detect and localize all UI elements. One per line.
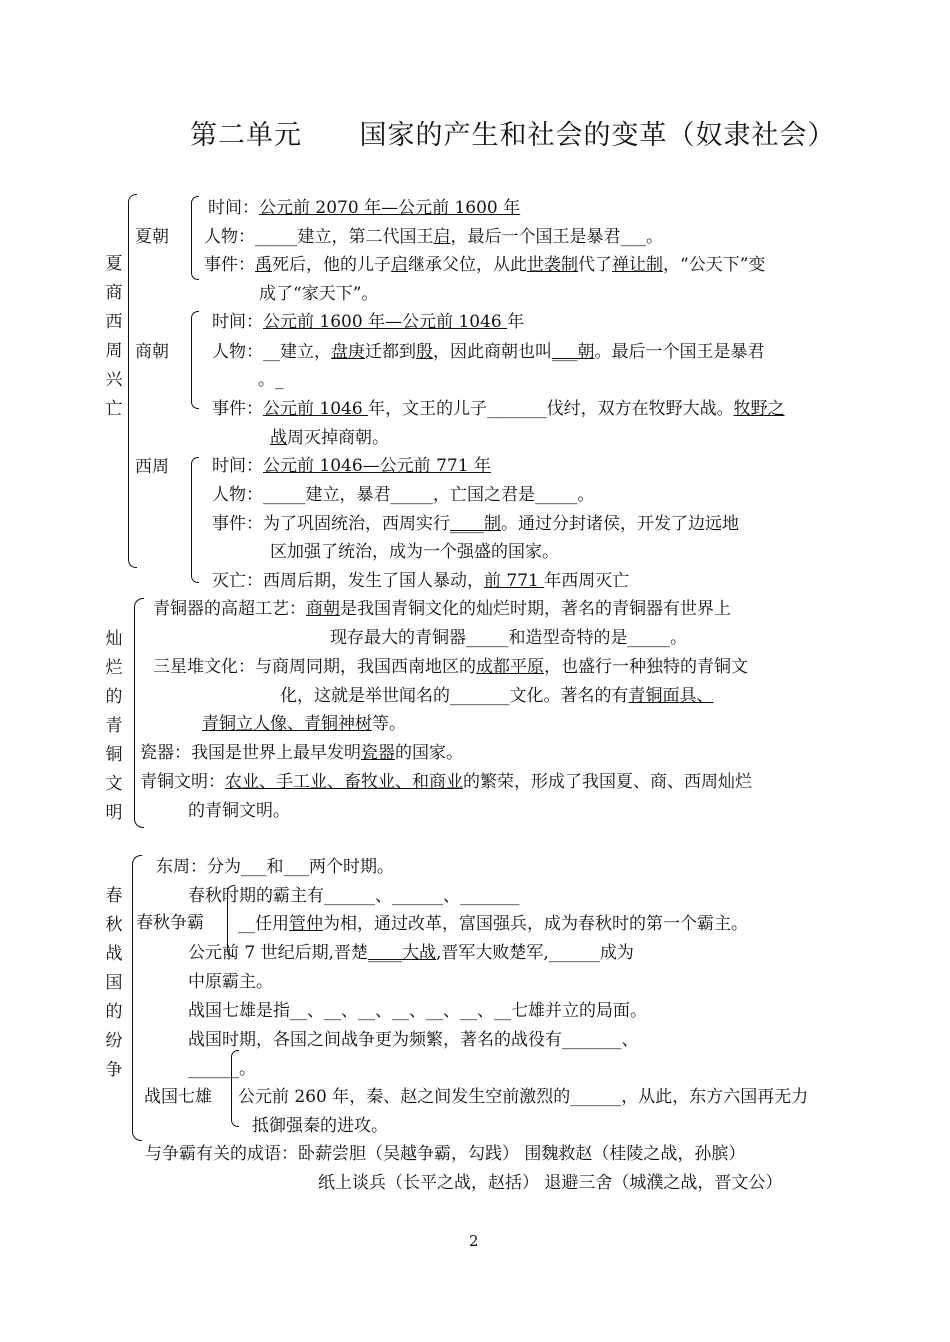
brace-section3 [132, 855, 142, 1141]
xizhou-event-cont: 区加强了统治，成为一个强盛的国家。 [270, 542, 559, 562]
sanxingdui-line-3: 青铜立人像、青铜神树等。 [202, 714, 406, 734]
shang-event-cont: 战周灭掉商朝。 [270, 428, 389, 448]
zhanguo-label: 战国七雄 [144, 1087, 212, 1107]
sanxingdui-line-1: 三星堆文化：与商周同期，我国西南地区的成都平原，也盛行一种独特的青铜文 [153, 657, 748, 677]
sanxingdui-line-2: 化，这就是举世闻名的_______文化。著名的有青铜面具、 [280, 686, 714, 706]
brace-section1 [128, 194, 137, 568]
zhanguo-line-2: 战国时期，各国之间战争更为频繁，著名的战役有_______、 [188, 1030, 639, 1050]
brace-shang [191, 311, 199, 409]
brace-section2 [134, 598, 144, 828]
zhanguo-line-5: 抵御强秦的进攻。 [252, 1116, 388, 1136]
shang-people: 人物：__建立，盘庚迁都到殷，因此商朝也叫___朝。最后一个国王是暴君 [212, 342, 765, 362]
page-number: 2 [469, 1232, 479, 1250]
dongzhou-line: 东周：分为___和___两个时期。 [156, 857, 394, 877]
chunqiu-line-4: 中原霸主。 [188, 972, 273, 992]
shang-people-cont: 。_ [258, 370, 284, 390]
bronze-line-1: 青铜器的高超工艺：商朝是我国青铜文化的灿烂时期，著名的青铜器有世界上 [153, 599, 731, 619]
zhanguo-line-3: ______。 [188, 1059, 256, 1079]
idioms-line-1: 与争霸有关的成语：卧薪尝胆（吴越争霸，勾践） 围魏救赵（桂陵之战，孙膑） [145, 1144, 746, 1164]
xizhou-time: 时间：公元前 1046—公元前 771 年 [212, 456, 491, 476]
chunqiu-label: 春秋争霸 [136, 913, 204, 933]
xia-label: 夏朝 [135, 227, 169, 247]
xia-time: 时间：公元前 2070 年—公元前 1600 年 [208, 198, 521, 218]
chunqiu-line-3: 公元前 7 世纪后期,晋楚____大战,晋军大败楚军,______成为 [188, 943, 634, 963]
section-label-xia-shang-zhou: 夏商西周兴亡 [105, 254, 123, 419]
brace-xia [191, 196, 199, 280]
chunqiu-line-1: 春秋时期的霸主有______、______、_______ [188, 886, 520, 906]
bronze-line-2: 现存最大的青铜器_____和造型奇特的是_____。 [330, 628, 687, 648]
xizhou-fall: 灭亡：西周后期，发生了国人暴动，前 771 年西周灭亡 [212, 571, 630, 591]
porcelain-line: 瓷器：我国是世界上最早发明瓷器的国家。 [140, 743, 463, 763]
xia-event-cont: 成了“家天下”。 [259, 284, 379, 304]
xizhou-event: 事件：为了巩固统治，西周实行____制。通过分封诸侯，开发了边远地 [212, 514, 739, 534]
xia-people: 人物：_____建立，第二代国王启，最后一个国王是暴君___。 [204, 227, 663, 247]
shang-time: 时间：公元前 1600 年—公元前 1046 年 [212, 312, 525, 332]
section-label-bronze: 灿烂的青铜文明 [105, 629, 123, 823]
bronze-civ-line-2: 的青铜文明。 [188, 801, 290, 821]
xizhou-label: 西周 [135, 457, 169, 477]
xizhou-people: 人物：_____建立，暴君_____，亡国之君是_____。 [212, 485, 595, 505]
shang-event: 事件：公元前 1046 年，文王的儿子_______伐纣，双方在牧野大战。牧野之 [212, 399, 785, 419]
bronze-civ-line-1: 青铜文明：农业、手工业、畜牧业、和商业的繁荣，形成了我国夏、商、西周灿烂 [140, 772, 752, 792]
chunqiu-line-2: __任用管仲为相，通过改革，富国强兵，成为春秋时的第一个霸主。 [238, 914, 748, 934]
zhanguo-line-1: 战国七雄是指__、__、__、__、__、__、__七雄并立的局面。 [188, 1001, 647, 1021]
shang-label: 商朝 [135, 342, 169, 362]
idioms-line-2: 纸上谈兵（长平之战，赵括） 退避三舍（城濮之战，晋文公） [318, 1173, 783, 1193]
xia-event: 事件：禹死后，他的儿子启继承父位，从此世袭制代了禅让制，“公天下”变 [204, 255, 766, 275]
brace-xizhou [191, 457, 199, 583]
page-title: 第二单元 国家的产生和社会的变革（奴隶社会） [190, 120, 836, 151]
section-label-warring: 春秋战国的纷争 [105, 886, 123, 1080]
zhanguo-line-4: 公元前 260 年，秦、赵之间发生空前激烈的______，从此，东方六国再无力 [238, 1087, 809, 1107]
